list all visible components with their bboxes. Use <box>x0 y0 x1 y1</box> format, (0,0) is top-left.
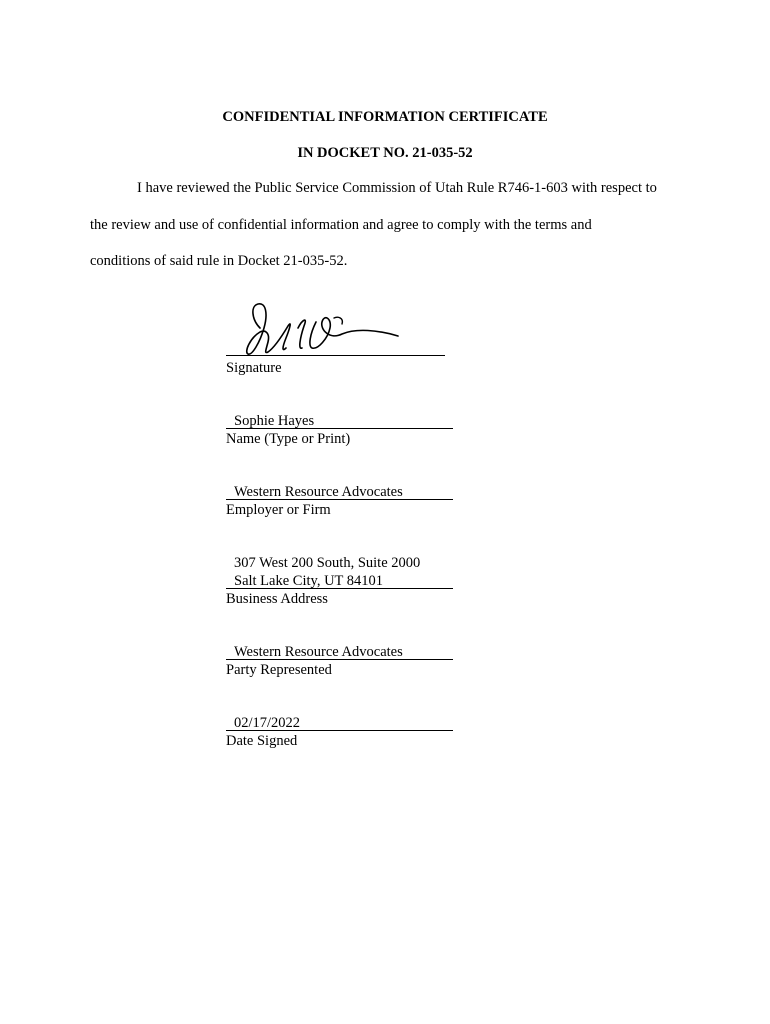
handwritten-signature <box>238 298 408 360</box>
party-underline <box>226 659 453 660</box>
paragraph-line-1: I have reviewed the Public Service Commission of Utah Rule R746-1-603 with respect to <box>137 180 657 196</box>
paragraph-line-2: the review and use of confidential information and agree to comply with the terms and <box>90 217 592 233</box>
signature-line <box>226 355 445 356</box>
address-line-2: Salt Lake City, UT 84101 <box>234 573 384 589</box>
date-value: 02/17/2022 <box>234 715 301 731</box>
address-label: Business Address <box>226 591 328 607</box>
paragraph-line-3: conditions of said rule in Docket 21-035-52. <box>90 253 348 269</box>
party-label: Party Represented <box>226 662 332 678</box>
date-label: Date Signed <box>226 733 298 749</box>
employer-value: Western Resource Advocates <box>234 484 403 500</box>
name-label: Name (Type or Print) <box>226 431 351 447</box>
document-title: CONFIDENTIAL INFORMATION CERTIFICATE <box>222 109 548 125</box>
employer-label: Employer or Firm <box>226 502 331 518</box>
docket-heading: IN DOCKET NO. 21-035-52 <box>297 145 473 161</box>
date-underline <box>226 730 453 731</box>
employer-underline <box>226 499 453 500</box>
signature-label: Signature <box>226 360 282 376</box>
name-underline <box>226 428 453 429</box>
address-underline <box>226 588 453 589</box>
party-value: Western Resource Advocates <box>234 644 403 660</box>
name-value: Sophie Hayes <box>234 413 315 429</box>
address-line-1: 307 West 200 South, Suite 2000 <box>234 555 421 571</box>
